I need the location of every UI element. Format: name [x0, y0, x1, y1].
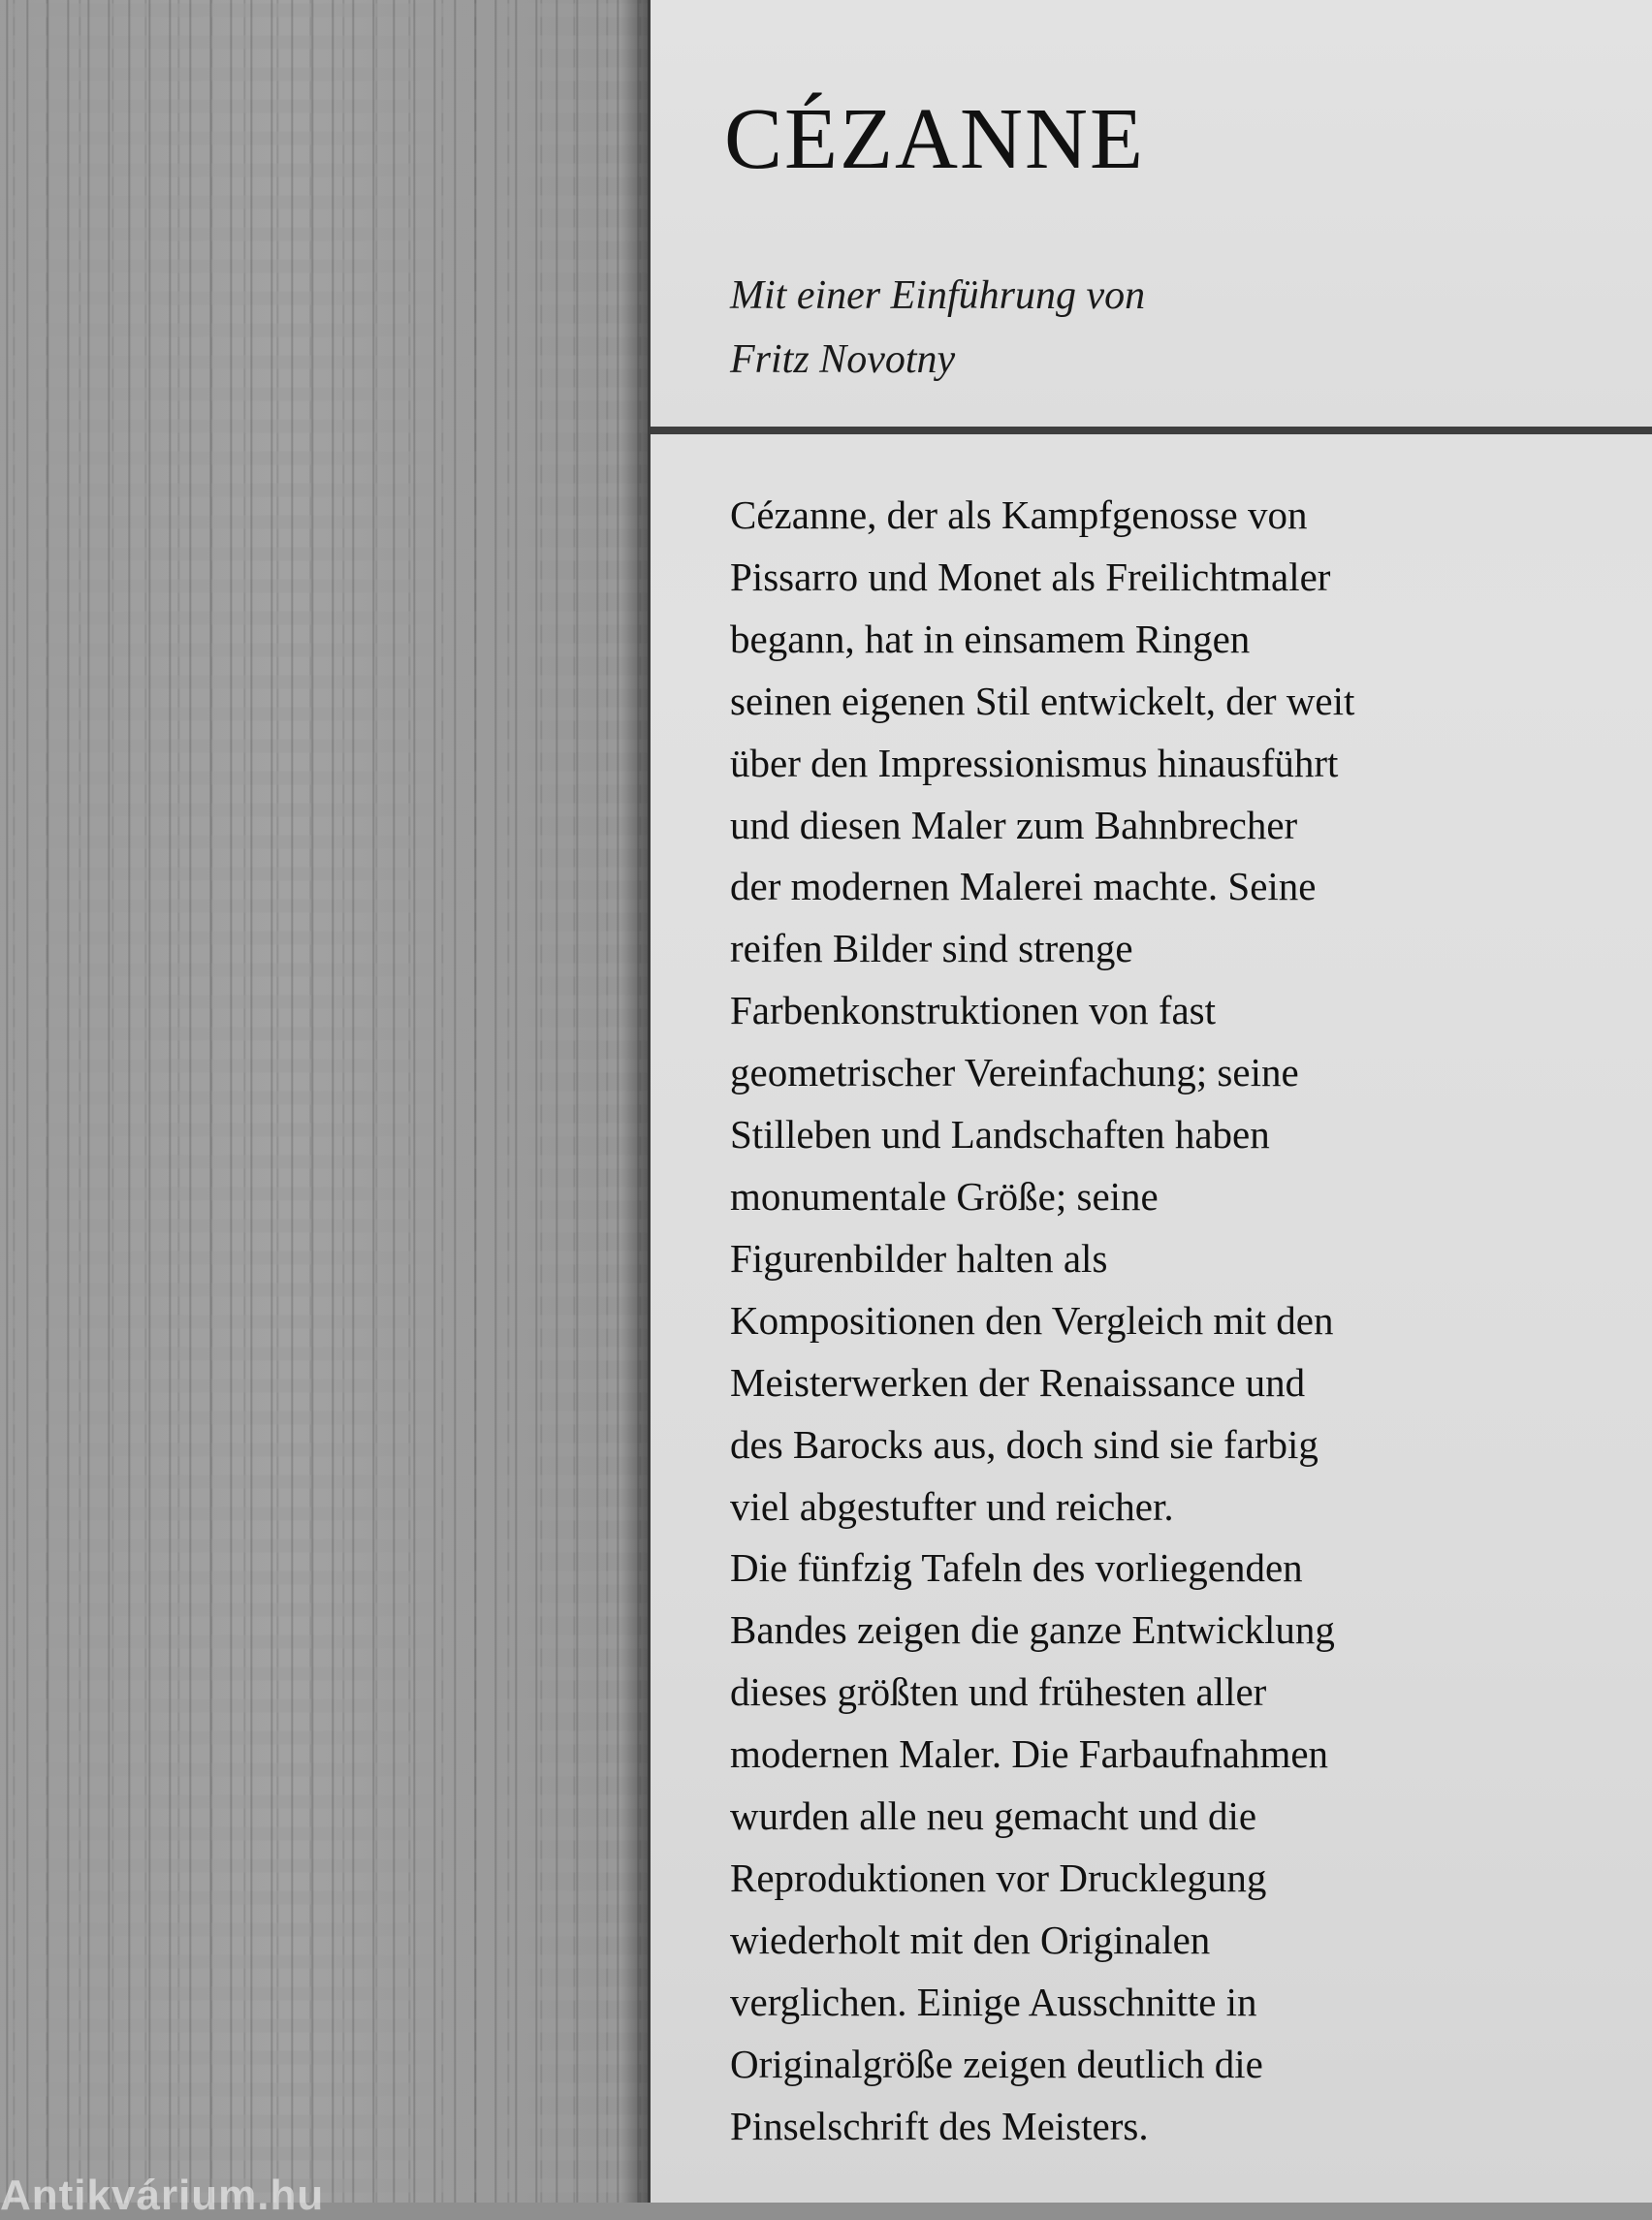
blurb-line: dieses größten und frühesten aller [730, 1669, 1267, 1715]
blurb-line: seinen eigenen Stil entwickelt, der weit [730, 678, 1355, 723]
blurb-line: des Barocks aus, doch sind sie farbig [730, 1421, 1318, 1467]
blurb-line: Stilleben und Landschaften haben [730, 1112, 1270, 1158]
cover-board-texture [0, 0, 648, 2203]
blurb-line: Die fünfzig Tafeln des vorliegenden [730, 1545, 1303, 1591]
blurb-line: Pissarro und Monet als Freilichtmaler [730, 554, 1331, 599]
blurb-line: wiederholt mit den Originalen [730, 1917, 1211, 1962]
blurb-line: der modernen Malerei machte. Seine [730, 864, 1317, 909]
book-title: CÉZANNE [724, 91, 1145, 187]
blurb-line: Kompositionen den Vergleich mit den [730, 1297, 1334, 1343]
blurb-line: viel abgestufter und reicher. [730, 1483, 1174, 1529]
blurb-line: reifen Bilder sind strenge [730, 926, 1133, 971]
blurb-line: über den Impressionismus hinausführt [730, 740, 1339, 785]
blurb-line: Cézanne, der als Kampfgenosse von [730, 492, 1308, 537]
intro-line: Mit einer Einführung von [730, 273, 1146, 318]
blurb-line: wurden alle neu gemacht und die [730, 1793, 1257, 1839]
blurb-text [730, 485, 1354, 2157]
blurb-line: Meisterwerken der Renaissance und [730, 1359, 1306, 1405]
blurb-line: Farbenkonstruktionen von fast [730, 988, 1217, 1033]
blurb-line: monumentale Größe; seine [730, 1173, 1159, 1219]
blurb-line: geometrischer Vereinfachung; seine [730, 1050, 1299, 1095]
blurb-line: Figurenbilder halten als [730, 1235, 1108, 1281]
blurb-line: modernen Maler. Die Farbaufnahmen [730, 1731, 1329, 1777]
intro-line: Fritz Novotny [730, 337, 956, 382]
blurb-line: Originalgröße zeigen deutlich die [730, 2041, 1263, 2086]
blurb-line: verglichen. Einige Ausschnitte in [730, 1979, 1257, 2024]
blurb-line: Bandes zeigen die ganze Entwicklung [730, 1607, 1335, 1653]
blurb-line: Reproduktionen vor Drucklegung [730, 1855, 1267, 1900]
blurb-line: und diesen Maler zum Bahnbrecher [730, 802, 1298, 847]
jacket-flap [648, 0, 1652, 2203]
horizontal-rule [651, 427, 1652, 434]
blurb-line: Pinselschrift des Meisters. [730, 2103, 1149, 2148]
blurb-line: begann, hat in einsamem Ringen [730, 616, 1251, 661]
introduction-credit [730, 264, 1145, 392]
watermark-text: Antikvárium.hu [0, 2172, 325, 2219]
